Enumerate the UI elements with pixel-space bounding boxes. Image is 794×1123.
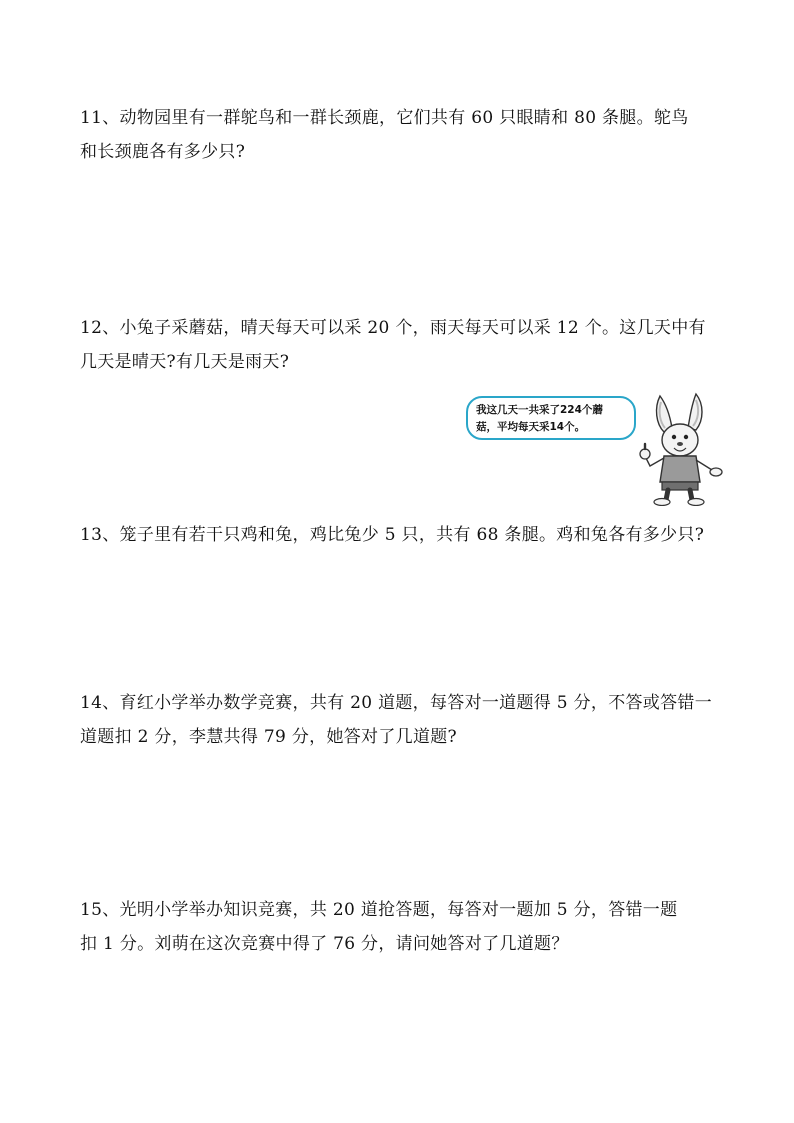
- problem-text-line: 扣 1 分。刘萌在这次竞赛中得了 76 分，请问她答对了几道题？: [80, 934, 569, 954]
- rabbit-icon: [630, 388, 726, 506]
- problem-13: [80, 518, 720, 552]
- problem-text-line: 15、光明小学举办知识竞赛，共 20 道抢答题，每答对一题加 5 分，答错一题: [80, 900, 678, 920]
- problem-text-line: 14、育红小学举办数学竞赛，共有 20 道题，每答对一道题得 5 分，不答或答错一: [80, 693, 712, 713]
- problem-text-line: 道题扣 2 分，李慧共得 79 分，她答对了几道题?: [80, 727, 457, 747]
- speech-text-line: 我这几天一共采了224个蘑: [476, 404, 603, 416]
- speech-text-line: 菇，平均每天采14个。: [476, 421, 586, 433]
- problem-12: [80, 311, 720, 379]
- problem-14: [80, 686, 720, 754]
- problem-text-line: 11、动物园里有一群鸵鸟和一群长颈鹿，它们共有 60 只眼睛和 80 条腿。鸵鸟: [80, 108, 689, 128]
- problem-text-line: 13、笼子里有若干只鸡和兔，鸡比兔少 5 只，共有 68 条腿。鸡和兔各有多少只?: [80, 525, 705, 545]
- speech-bubble: [466, 396, 636, 440]
- problem-15: [80, 893, 720, 961]
- problem-text-line: 和长颈鹿各有多少只?: [80, 142, 246, 162]
- problem-text-line: 几天是晴天?有几天是雨天?: [80, 352, 290, 372]
- problem-text-line: 12、小兔子采蘑菇，晴天每天可以采 20 个，雨天每天可以采 12 个。这几天中有: [80, 318, 706, 338]
- problem-11: [80, 101, 720, 169]
